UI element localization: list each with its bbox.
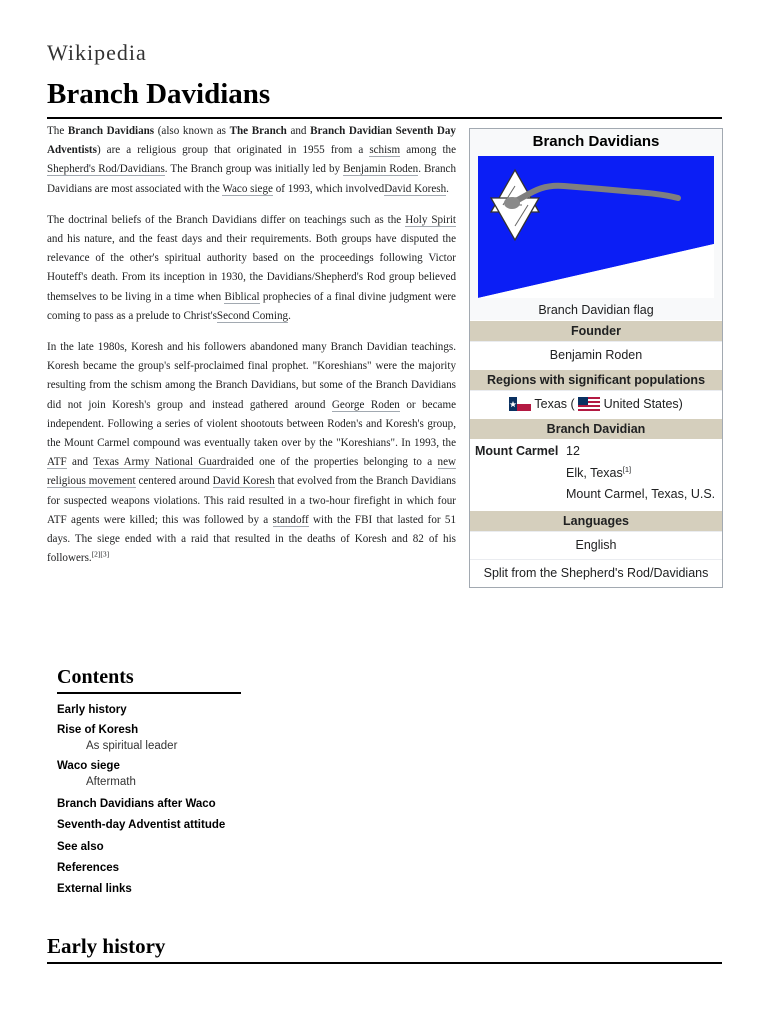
bold-term: The Branch [229,125,287,137]
link-new-religious-movement[interactable]: new religious movement [47,456,456,488]
table-of-contents [57,666,357,900]
text-run: and [66,456,94,469]
language-value[interactable]: English [470,531,722,559]
link-george-roden[interactable]: George Roden [331,398,400,411]
infobox [469,128,723,588]
text-run: raided one of the properties belonging to a [226,456,438,469]
infobox-title: Branch Davidians [532,133,660,150]
toc-item-see-also[interactable]: See also [57,840,104,853]
text-run: . [288,309,291,322]
link-waco-siege[interactable]: Waco siege [222,182,273,195]
text-run: . [446,182,449,195]
text-run: In the late 1980s, Koresh and his followers abandoned many Branch Davidian teachings. Koresh became the group's self-proclaimed final prophet. "Koreshians" were the majority resulting from the schism among the Branch Davidians, but some of the Branch Davidians did not join Koresh's group and instead gathered around [47,341,456,411]
link-biblical[interactable]: Biblical [224,290,260,303]
region-texas[interactable]: Texas ( [534,397,575,411]
link-holy-spirit[interactable]: Holy Spirit [405,213,456,226]
text-run: and his nature, and the feast days and their requirements. Both groups have disputed the relevance of the other's spiritual authority based on the proceedings following Victor Houteff's death. From its inception in 1930, the Davidians/Shepherd's Rod group believed themselves to be living in a time when [47,233,456,303]
us-flag-icon [578,397,600,411]
intro-paragraph-2 [47,211,456,326]
link-shepherds-rod[interactable]: Shepherd's Rod/Davidians [47,163,165,176]
regions-header: Regions with significant populations [470,369,722,390]
text-run: or became independent. Following a series of violent shootouts between Roden's and Koresh's group, the Mount Carmel compound was eventually taken over by the "Koreshians". In 1993, the [47,398,457,450]
split-from-value[interactable]: Split from the Shepherd's Rod/Davidians [470,559,722,587]
toc-item-sda-attitude[interactable]: Seventh-day Adventist attitude [57,819,226,832]
link-david-koresh[interactable]: David Koresh [212,475,275,488]
citation-ref[interactable]: [2][3] [91,549,110,559]
text-run: . The Branch group was initially led by [164,163,344,176]
title-divider [47,117,722,119]
link-standoff[interactable]: standoff [272,513,309,526]
toc-item-as-spiritual-leader[interactable]: As spiritual leader [86,740,178,753]
texas-flag-icon [509,397,531,411]
bold-term: Branch Davidian Seventh Day Adventists [47,125,456,157]
mount-carmel-value-3: Mount Carmel, Texas, U.S. [566,487,716,501]
founder-value[interactable]: Benjamin Roden [470,341,722,369]
link-benjamin-roden[interactable]: Benjamin Roden [343,163,419,176]
wikipedia-wordmark[interactable]: Wikipedia [47,40,147,65]
toc-item-aftermath[interactable]: Aftermath [86,776,136,789]
link-schism[interactable]: schism [369,144,401,157]
text-run: centered around [135,475,213,488]
toc-title: Contents [57,666,241,694]
group-header: Branch Davidian [470,418,722,439]
citation-ref[interactable]: [1] [622,464,632,474]
link-atf[interactable]: ATF [47,456,67,469]
mount-carmel-values [566,442,718,507]
intro-paragraph-3 [47,338,456,568]
mount-carmel-value-1: 12 [566,444,580,458]
text-run: among the [400,144,456,157]
text-run: that evolved from the Branch Davidians for suspected weapons violations. This raid resulted in a two-hour firefight in which four ATF agents were killed; this was followed by a [47,475,456,526]
link-texas-army-national-guard[interactable]: Texas Army National Guard [93,456,227,469]
page-title: Branch Davidians [47,78,271,110]
flag-caption: Branch Davidian flag [538,303,654,317]
mount-carmel-value-2 [566,464,718,484]
region-us[interactable]: United States) [603,397,683,411]
toc-item-rise-of-koresh[interactable]: Rise of Koresh [57,724,139,737]
text-run: with the FBI that lasted for 51 days. The siege ended with a raid that resulted in the deaths of Koresh and 82 of his followers. [47,513,456,565]
section-heading-early-history: Early history [47,934,166,958]
text-run: of 1993, which involved [272,182,385,195]
text-run: The [47,125,68,137]
article-body [47,122,456,580]
text-run: and [286,125,311,137]
mount-carmel-label: Mount Carmel [475,444,559,458]
link-david-koresh[interactable]: David Koresh [384,182,447,195]
text-run: ) are a religious group that originated in 1955 from a [96,144,370,157]
intro-paragraph-1 [47,122,456,199]
toc-item-references[interactable]: References [57,861,120,874]
link-second-coming[interactable]: Second Coming [216,309,289,322]
toc-item-waco-siege[interactable]: Waco siege [57,760,120,773]
elk-texas-text: Elk, Texas [566,465,623,480]
bold-term: Branch Davidians [67,125,155,137]
text-run: (also known as [154,125,230,137]
text-run: The doctrinal beliefs of the Branch Davidians differ on teachings such as the [47,213,406,226]
languages-header: Languages [470,510,722,531]
branch-davidian-flag-image[interactable] [478,156,714,298]
founder-header: Founder [470,320,722,341]
toc-item-early-history[interactable]: Early history [57,704,127,716]
regions-value [470,390,722,418]
toc-item-after-waco[interactable]: Branch Davidians after Waco [57,798,216,811]
toc-item-external-links[interactable]: External links [57,883,132,896]
text-run: . Branch Davidians are most associated with the [47,163,457,195]
text-run: prophecies of a final divine judgment were coming to pass as a prelude to Christ's [47,290,456,322]
mount-carmel-row [470,439,722,510]
section-divider [47,962,722,964]
